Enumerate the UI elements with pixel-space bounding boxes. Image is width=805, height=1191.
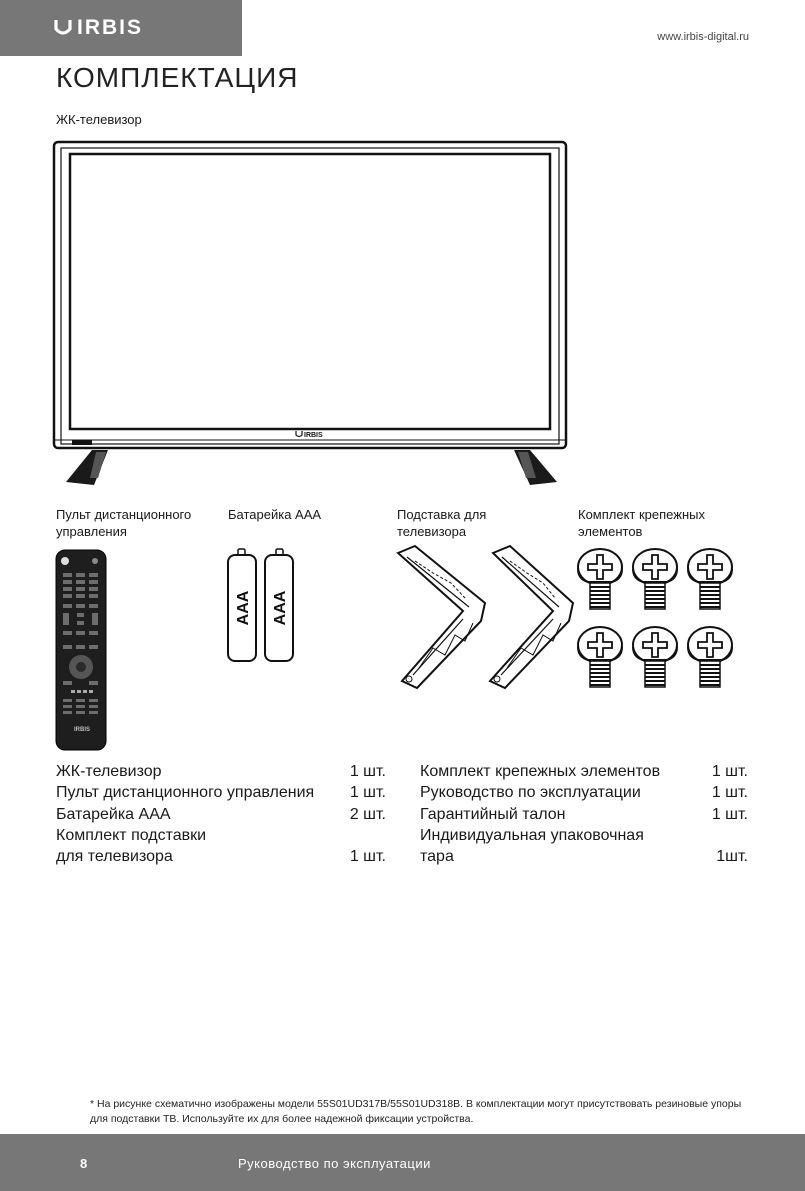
brand-logo: [54, 16, 143, 40]
package-list-left: [56, 761, 386, 867]
tv-stand-image: [393, 543, 578, 693]
stand-leg-2: [490, 546, 573, 688]
list-item: Индивидуальная упаковочная: [420, 826, 644, 844]
battery-2: [265, 549, 293, 661]
tv-illustration: [52, 140, 582, 500]
stand-leg-1: [398, 546, 485, 688]
list-item: Руководство по эксплуатации 1 шт.: [420, 784, 748, 802]
list-item: Комплект крепежных элементов 1 шт.: [420, 763, 748, 780]
list-item: Пульт дистанционного управления 1 шт.: [56, 784, 386, 802]
brand-name: IRBIS: [77, 16, 144, 39]
svg-text:AAA: AAA: [235, 590, 252, 626]
battery-caption: Батарейка ААА: [228, 507, 322, 522]
list-item: Гарантийный талон 1 шт.: [420, 805, 748, 823]
list-item: Батарейка ААА 2 шт.: [56, 805, 386, 823]
list-item: для телевизора 1 шт.: [56, 848, 386, 866]
tv-stand-right: [514, 450, 557, 485]
page-footer: [0, 1134, 805, 1191]
footer-title: Руководство по эксплуатации: [238, 1156, 431, 1171]
svg-text:AAA: AAA: [272, 590, 289, 626]
svg-text:IRBIS: IRBIS: [304, 432, 323, 439]
page-number: 8: [80, 1156, 88, 1171]
package-list-right: [420, 761, 748, 867]
remote-brand-mark: IRBIS: [73, 727, 91, 733]
stand-caption: Подставка для телевизора: [397, 507, 487, 539]
screws-caption: Комплект крепежных элементов: [578, 507, 705, 539]
list-item: тара 1шт.: [420, 848, 748, 866]
battery-1: [228, 549, 256, 661]
remote-control-image: [55, 549, 107, 751]
list-item: Комплект подставки: [56, 826, 207, 844]
list-item: ЖК-телевизор 1 шт.: [56, 763, 386, 780]
screw-5: [633, 627, 677, 687]
tv-label: ЖК-телевизор: [56, 112, 142, 127]
screws-set-image: [576, 545, 746, 705]
header-logo-box: [0, 0, 242, 56]
battery-aaa-image: [226, 547, 298, 665]
remote-caption: Пульт дистанционного управления: [56, 507, 192, 539]
irbis-logo-icon: [54, 18, 72, 38]
page-title: КОМПЛЕКТАЦИЯ: [56, 62, 299, 93]
footnote: * На рисунке схематично изображены модели 55S01UD317B/55S01UD318B. В комплектации могут присутствовать резиновые упоры для подставки ТВ. Используйте их для более надежной фиксации устройства.: [90, 1098, 742, 1125]
screw-4: [578, 627, 622, 687]
screw-3: [688, 549, 732, 609]
screw-2: [633, 549, 677, 609]
website-url: www.irbis-digital.ru: [657, 31, 749, 43]
screw-1: [578, 549, 622, 609]
tv-stand-left: [66, 450, 108, 485]
screw-6: [688, 627, 732, 687]
